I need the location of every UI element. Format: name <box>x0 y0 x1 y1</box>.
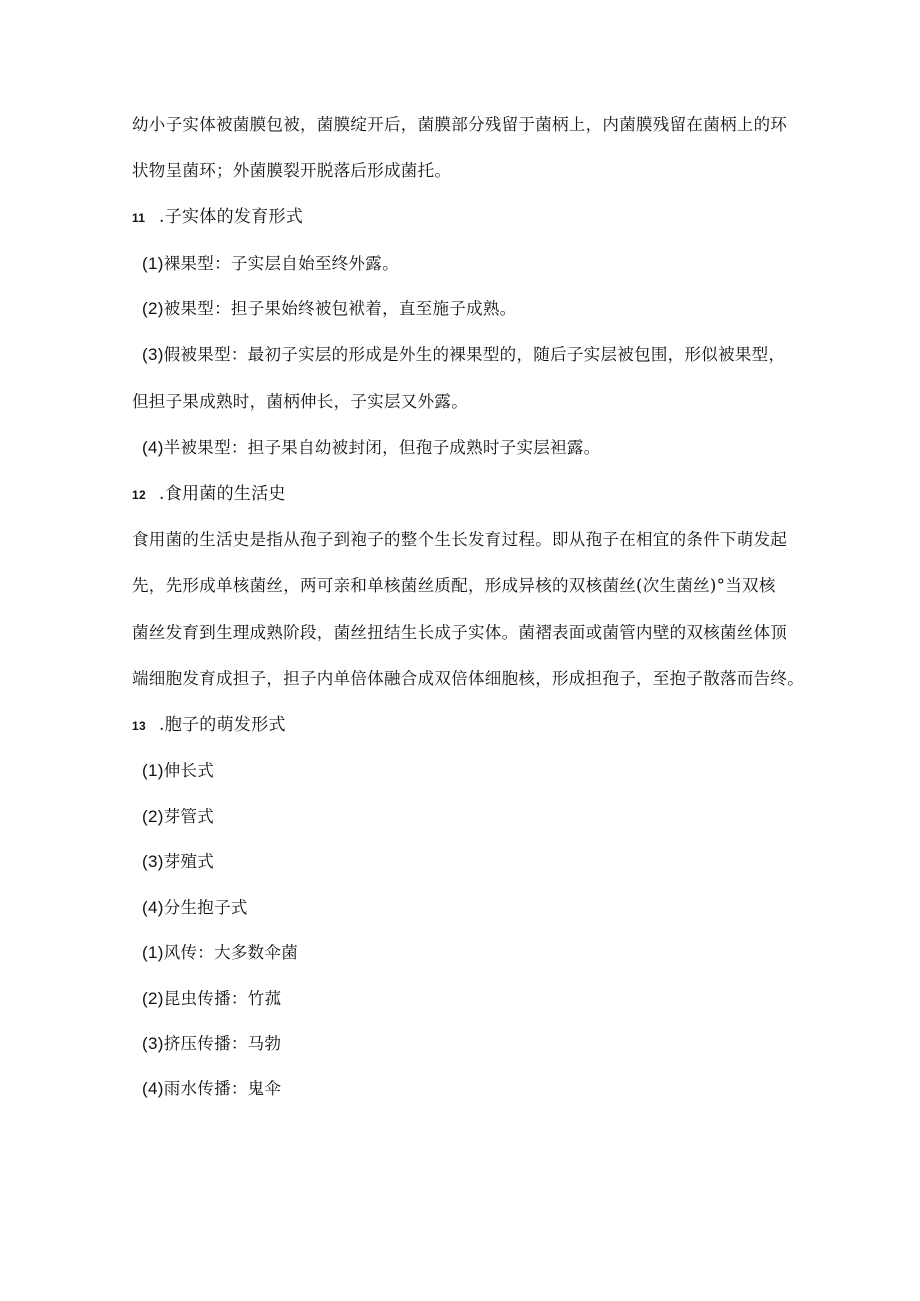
paragraph-line: 菌丝发育到生理成熟阶段，菌丝扭结生长成子实体。菌褶表面或菌管内壁的双核菌丝体顶 <box>132 623 788 642</box>
list-item <box>142 298 517 320</box>
item-text: 风传：大多数伞菌 <box>163 943 299 962</box>
item-marker: (1) <box>142 943 164 962</box>
item-marker: (4) <box>142 1079 164 1098</box>
list-item <box>142 344 785 366</box>
item-marker: (2) <box>142 807 164 826</box>
intro-line-2: 状物呈菌环；外菌膜裂开脱落后形成菌托。 <box>132 161 452 180</box>
paragraph-line: 食用菌的生活史是指从孢子到袍子的整个生长发育过程。即从孢子在相宜的条件下萌发起 <box>132 530 788 549</box>
item-marker: (2) <box>142 989 164 1008</box>
paragraph-line: 先，先形成单核菌丝，两可亲和单核菌丝质配，形成异核的双核菌丝(次生菌丝)°当双核 <box>132 576 776 595</box>
item-text: 芽殖式 <box>163 852 215 871</box>
item-marker: (1) <box>142 254 164 273</box>
item-text: 雨水传播：鬼伞 <box>163 1079 282 1098</box>
item-marker: (1) <box>142 761 164 780</box>
item-text: 昆虫传播：竹菰 <box>163 989 282 1008</box>
item-text: 芽管式 <box>163 807 215 826</box>
section-13-heading <box>132 714 286 737</box>
list-item <box>142 1078 281 1100</box>
item-marker: (2) <box>142 299 164 318</box>
section-12-heading <box>132 483 286 506</box>
list-item <box>142 897 248 919</box>
list-item <box>142 1033 281 1055</box>
item-text: 被果型：担子果始终被包袱着，直至施子成熟。 <box>163 299 517 318</box>
intro-line-1: 幼小子实体被菌膜包被，菌膜绽开后，菌膜部分残留于菌柄上，内菌膜残留在菌柄上的环 <box>132 115 788 134</box>
section-number: 13 <box>132 719 146 733</box>
section-title: .食用菌的生活史 <box>159 484 286 504</box>
item-marker: (3) <box>142 1034 164 1053</box>
section-title: .胞子的萌发形式 <box>159 715 286 735</box>
list-item <box>142 806 214 828</box>
section-number: 12 <box>132 488 146 502</box>
list-item <box>142 760 214 782</box>
list-item <box>142 988 281 1010</box>
item-marker: (3) <box>142 345 164 364</box>
item-marker: (3) <box>142 852 164 871</box>
item-text: 裸果型：子实层自始至终外露。 <box>163 254 399 273</box>
item-text: 半被果型：担子果自幼被封闭，但孢子成熟时子实层袒露。 <box>163 438 601 457</box>
item-text: 挤压传播：马勃 <box>163 1034 282 1053</box>
item-text: 假被果型：最初子实层的形成是外生的裸果型的，随后子实层被包围，形似被果型， <box>163 345 786 364</box>
item-text: 伸长式 <box>163 761 215 780</box>
list-item-continuation: 但担子果成熟时，菌柄伸长，子实层又外露。 <box>132 392 468 411</box>
section-title: .子实体的发育形式 <box>159 207 304 227</box>
list-item <box>142 437 601 459</box>
item-marker: (4) <box>142 898 164 917</box>
list-item <box>142 851 214 873</box>
paragraph-line: 端细胞发育成担子，担子内单倍体融合成双倍体细胞核，形成担孢子，至抱子散落而告终。 <box>132 669 804 688</box>
item-text: 分生抱子式 <box>163 898 248 917</box>
list-item <box>142 253 399 275</box>
list-item <box>142 942 298 964</box>
section-11-heading <box>132 206 303 229</box>
section-number: 11 <box>132 211 146 225</box>
item-marker: (4) <box>142 438 164 457</box>
